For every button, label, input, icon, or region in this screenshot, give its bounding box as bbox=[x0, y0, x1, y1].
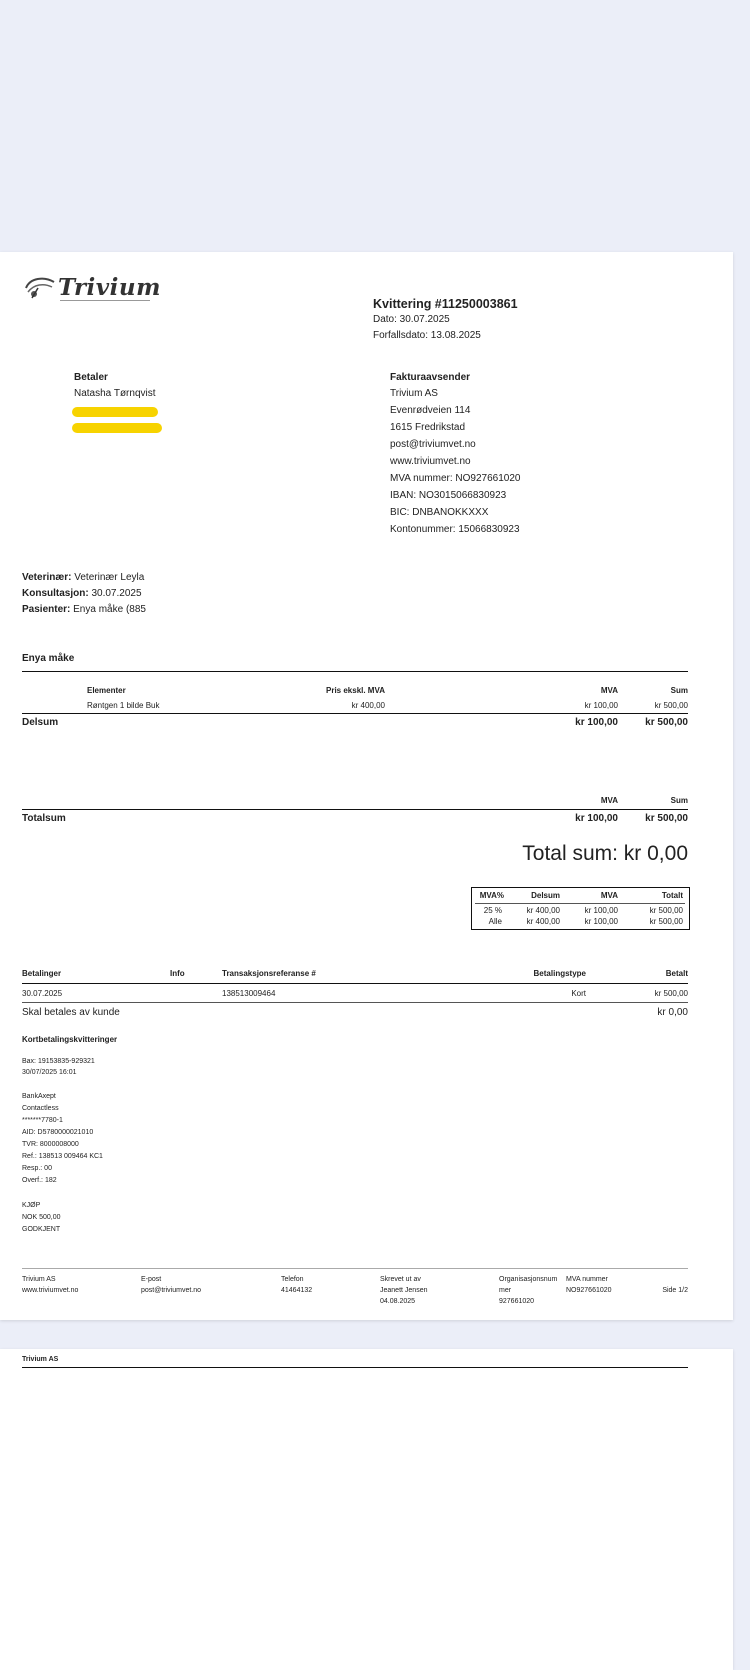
card-receipt-line: BankAxept bbox=[22, 1093, 56, 1100]
vat-table-cell: kr 400,00 bbox=[526, 906, 560, 915]
payments-divider bbox=[22, 983, 688, 984]
consult-row bbox=[22, 588, 142, 599]
sender-line: MVA nummer: NO927661020 bbox=[390, 473, 521, 484]
vat-table-cell: kr 100,00 bbox=[584, 906, 618, 915]
payments-header-ref: Transaksjonsreferanse # bbox=[222, 969, 316, 978]
sender-line: BIC: DNBANOKKXXX bbox=[390, 507, 489, 518]
footer-printed-date: 04.08.2025 bbox=[380, 1298, 416, 1305]
consult-value: 30.07.2025 bbox=[91, 588, 142, 599]
patient-value: Enya måke (885 bbox=[73, 604, 146, 615]
sender-heading: Fakturaavsender bbox=[390, 372, 471, 383]
footer-email: post@triviumvet.no bbox=[141, 1287, 202, 1294]
card-receipt-line: Bax: 19153835-929321 bbox=[22, 1058, 95, 1065]
footer-website: www.triviumvet.no bbox=[22, 1287, 79, 1294]
payment-ref: 138513009464 bbox=[222, 989, 276, 998]
footer-printed-label: Skrevet ut av bbox=[380, 1276, 421, 1283]
card-receipt-line: Ref.: 138513 009464 KC1 bbox=[22, 1153, 103, 1160]
section-divider bbox=[22, 671, 688, 672]
totals-sum: kr 500,00 bbox=[645, 813, 688, 824]
logo-divider bbox=[60, 300, 150, 301]
subtotal-vat: kr 100,00 bbox=[575, 717, 618, 728]
vat-summary-table bbox=[471, 887, 690, 930]
card-receipt-line: *******7780-1 bbox=[22, 1117, 63, 1124]
totals-header-sum: Sum bbox=[670, 796, 688, 805]
patient-label: Pasienter: bbox=[22, 604, 71, 615]
vat-table-cell: kr 100,00 bbox=[584, 917, 618, 926]
page2-divider bbox=[22, 1367, 688, 1368]
payments-header-type: Betalingstype bbox=[533, 969, 586, 978]
sender-line: Trivium AS bbox=[390, 388, 438, 399]
vat-table-header: MVA% bbox=[479, 891, 504, 900]
vet-label: Veterinær: bbox=[22, 572, 72, 583]
sender-line: Kontonummer: 15066830923 bbox=[390, 524, 520, 535]
totals-label: Totalsum bbox=[22, 813, 66, 824]
footer-company: Trivium AS bbox=[22, 1276, 56, 1283]
vat-table-cell: kr 500,00 bbox=[649, 917, 683, 926]
receipt-date: Dato: 30.07.2025 bbox=[373, 314, 450, 325]
card-receipt-line: 30/07/2025 16:01 bbox=[22, 1069, 77, 1076]
footer-org-value: 927661020 bbox=[499, 1298, 535, 1305]
col-header-vat: MVA bbox=[600, 686, 618, 695]
sender-line: Evenrødveien 114 bbox=[390, 405, 471, 416]
vet-value: Veterinær Leyla bbox=[74, 572, 145, 583]
payments-header: Betalinger bbox=[22, 969, 62, 978]
card-receipt-line: Resp.: 00 bbox=[22, 1165, 52, 1172]
col-header-price: Pris ekskl. MVA bbox=[326, 686, 385, 695]
line-item-name: Røntgen 1 bilde Buk bbox=[87, 701, 160, 710]
card-receipt-line: TVR: 8000008000 bbox=[22, 1141, 79, 1148]
vat-table-header: MVA bbox=[600, 891, 618, 900]
vat-table-divider bbox=[475, 903, 685, 904]
payments-header-paid: Betalt bbox=[665, 969, 688, 978]
patient-section-title: Enya måke bbox=[22, 653, 75, 664]
card-receipts-title: Kortbetalingskvitteringer bbox=[22, 1035, 118, 1044]
footer-page-number: Side 1/2 bbox=[662, 1287, 688, 1294]
receipt-page-2 bbox=[0, 1349, 733, 1670]
footer-org-label-cont: mer bbox=[499, 1287, 512, 1294]
card-receipt-line: Contactless bbox=[22, 1105, 59, 1112]
payments-row-divider bbox=[22, 1002, 688, 1003]
footer-phone: 41464132 bbox=[281, 1287, 313, 1294]
subtotal-sum: kr 500,00 bbox=[645, 717, 688, 728]
subtotal-label: Delsum bbox=[22, 717, 59, 728]
totals-vat: kr 100,00 bbox=[575, 813, 618, 824]
trivium-logo-icon bbox=[22, 274, 62, 300]
page2-header: Trivium AS bbox=[22, 1356, 59, 1363]
receipt-title: Kvittering #11250003861 bbox=[373, 297, 518, 311]
card-receipt-line: AID: D5780000021010 bbox=[22, 1129, 94, 1136]
card-receipt-line: GODKJENT bbox=[22, 1226, 61, 1233]
payer-name: Natasha Tørnqvist bbox=[74, 388, 156, 399]
vet-row bbox=[22, 572, 144, 583]
footer-org-label: Organisasjonsnum bbox=[499, 1276, 558, 1283]
payment-date: 30.07.2025 bbox=[22, 989, 63, 998]
amount-due-value: kr 0,00 bbox=[657, 1007, 688, 1018]
consult-label: Konsultasjon: bbox=[22, 588, 89, 599]
payment-amount: kr 500,00 bbox=[654, 989, 688, 998]
logo-text: Trivium bbox=[58, 274, 161, 301]
totals-header-vat: MVA bbox=[600, 796, 618, 805]
col-header-items: Elementer bbox=[87, 686, 126, 695]
card-receipt-line: NOK 500,00 bbox=[22, 1214, 61, 1221]
footer-divider bbox=[22, 1268, 688, 1269]
card-receipt-line: KJØP bbox=[22, 1202, 41, 1209]
vat-table-cell: kr 500,00 bbox=[649, 906, 683, 915]
line-item-vat: kr 100,00 bbox=[584, 701, 618, 710]
footer-vat-label: MVA nummer bbox=[566, 1276, 608, 1283]
footer-email-label: E-post bbox=[141, 1276, 162, 1283]
col-header-sum: Sum bbox=[670, 686, 688, 695]
vat-table-header: Delsum bbox=[531, 891, 560, 900]
grand-total: Total sum: kr 0,00 bbox=[522, 842, 688, 865]
vat-table-cell: kr 400,00 bbox=[526, 917, 560, 926]
card-receipt-line: Overf.: 182 bbox=[22, 1177, 57, 1184]
receipt-due-date: Forfallsdato: 13.08.2025 bbox=[373, 330, 481, 341]
footer-phone-label: Telefon bbox=[281, 1276, 304, 1283]
line-item-sum: kr 500,00 bbox=[654, 701, 688, 710]
payer-heading: Betaler bbox=[74, 372, 108, 383]
redaction-mark bbox=[72, 423, 162, 433]
subtotal-divider bbox=[22, 713, 688, 714]
sender-line: www.triviumvet.no bbox=[390, 456, 471, 467]
sender-line: post@triviumvet.no bbox=[390, 439, 476, 450]
receipt-page-1 bbox=[0, 252, 733, 1320]
amount-due-label: Skal betales av kunde bbox=[22, 1007, 120, 1018]
vat-table-header: Totalt bbox=[661, 891, 683, 900]
patient-row bbox=[22, 604, 146, 615]
payment-type: Kort bbox=[571, 989, 586, 998]
sender-line: IBAN: NO3015066830923 bbox=[390, 490, 507, 501]
redaction-mark bbox=[72, 407, 158, 417]
line-item-price: kr 400,00 bbox=[351, 701, 385, 710]
footer-printed-by: Jeanett Jensen bbox=[380, 1287, 428, 1294]
totals-divider bbox=[22, 809, 688, 810]
payments-header-info: Info bbox=[170, 969, 185, 978]
vat-table-cell: 25 % bbox=[483, 906, 502, 915]
footer-vat-value: NO927661020 bbox=[566, 1287, 612, 1294]
sender-line: 1615 Fredrikstad bbox=[390, 422, 466, 433]
vat-table-cell: Alle bbox=[488, 917, 502, 926]
